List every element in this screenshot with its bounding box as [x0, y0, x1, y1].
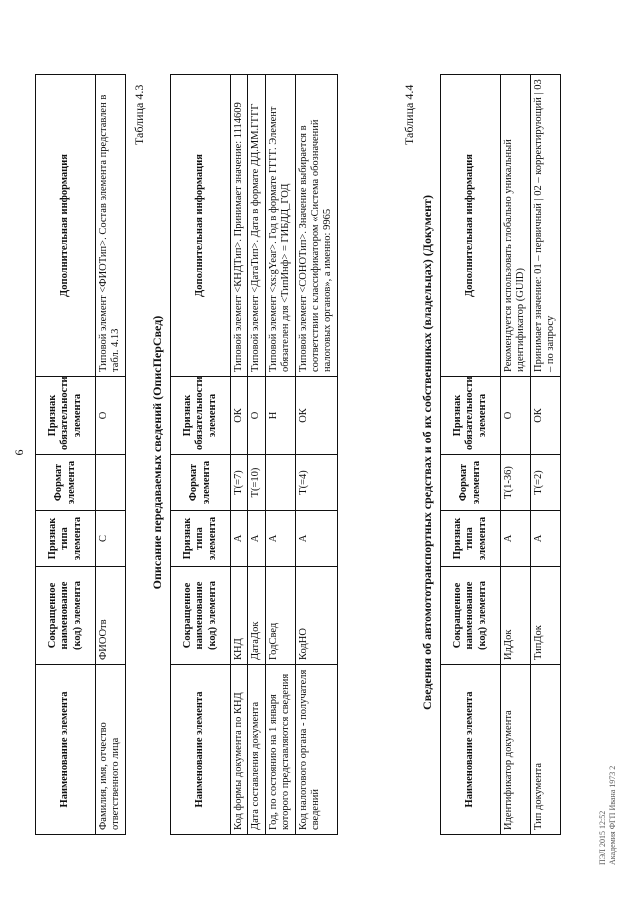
- table-cell: ДатаДок: [248, 567, 265, 665]
- column-header: Наименование элемента: [171, 665, 231, 835]
- table-title-4-3: Описание передаваемых сведений (ОписПерСвед): [150, 315, 164, 590]
- column-header: Наименование элемента: [36, 665, 96, 835]
- table-cell: А: [231, 511, 248, 567]
- table-cell: Типовой элемент <ФИОТип>. Состав элемента представлен в табл. 4.13: [96, 75, 126, 377]
- table-cell: ТипДок: [530, 567, 560, 665]
- table-cell: А: [248, 511, 265, 567]
- column-header: Признак типа элемента: [36, 511, 96, 567]
- column-header: Формат элемента: [171, 455, 231, 511]
- table-cell: ОК: [231, 377, 248, 455]
- column-header: Признак обязательности элемента: [441, 377, 501, 455]
- column-header: Наименование элемента: [441, 665, 501, 835]
- table-header-row: [36, 75, 96, 835]
- table-header-row: [441, 75, 501, 835]
- table-row: [96, 75, 126, 835]
- table-responsible-person: [35, 74, 126, 835]
- table-cell: Типовой элемент <КНДТип>. Принимает значение: 1114609: [231, 75, 248, 377]
- column-header: Сокращенное наименование (код) элемента: [171, 567, 231, 665]
- column-header: Признак типа элемента: [441, 511, 501, 567]
- table-cell: Принимает значение: 01 – первичный | 02 – корректирующий | 03 – по запросу: [530, 75, 560, 377]
- table-label-4-3: Таблица 4.3: [132, 84, 146, 145]
- table-cell: А: [530, 511, 560, 567]
- table-row: [248, 75, 265, 835]
- table-cell: Типовой элемент <xs:gYear>. Год в формате ГГГГ. Элемент обязателен для <ТипИнф> = ГИБДД_ГОД: [265, 75, 295, 377]
- table-row: [501, 75, 531, 835]
- table-cell: Типовой элемент <ДатаТип>. Дата в формате ДД.ММ.ГГГГ: [248, 75, 265, 377]
- table-cell: Типовой элемент <СОНОТип>. Значение выбирается в соответствии с классификатором «Система обозначений налоговых органов», а именно: 9965: [295, 75, 337, 377]
- table-cell: Т(=2): [530, 455, 560, 511]
- table-cell: Т(=10): [248, 455, 265, 511]
- table-cell: Дата составления документа: [248, 665, 265, 835]
- table-row: [265, 75, 295, 835]
- table-cell: Год, по состоянию на 1 января которого представляются сведения: [265, 665, 295, 835]
- table-cell: А: [265, 511, 295, 567]
- table-label-4-4: Таблица 4.4: [402, 84, 416, 145]
- table-title-4-4: Сведения об автомототранспортных средствах и об их собственниках (владельцах) (Документ): [420, 195, 434, 710]
- table-cell: [96, 455, 126, 511]
- table-cell: А: [501, 511, 531, 567]
- table-cell: С: [96, 511, 126, 567]
- column-header: Дополнительная информация: [36, 75, 96, 377]
- column-header: Сокращенное наименование (код) элемента: [36, 567, 96, 665]
- table-4-4: [440, 74, 561, 835]
- page-number: 6: [12, 449, 26, 456]
- column-header: Признак типа элемента: [171, 511, 231, 567]
- column-header: Формат элемента: [36, 455, 96, 511]
- table-cell: Т(=7): [231, 455, 248, 511]
- table-cell: ИдДок: [501, 567, 531, 665]
- footer-line: Академия ФГП Ивана 1973 2: [607, 765, 617, 865]
- page-footer: [598, 766, 617, 865]
- table-cell: КодНО: [295, 567, 337, 665]
- table-4-3: [170, 74, 338, 835]
- table-cell: О: [96, 377, 126, 455]
- table-cell: ФИООтв: [96, 567, 126, 665]
- table-cell: ОК: [295, 377, 337, 455]
- table-cell: Фамилия, имя, отчество ответственного лица: [96, 665, 126, 835]
- table-cell: Код налогового органа - получателя сведений: [295, 665, 337, 835]
- table-cell: А: [295, 511, 337, 567]
- table-cell: ОК: [530, 377, 560, 455]
- table-cell: [265, 455, 295, 511]
- table-cell: ГодСвед: [265, 567, 295, 665]
- table-cell: Н: [265, 377, 295, 455]
- table-row: [530, 75, 560, 835]
- table-cell: Т(1-36): [501, 455, 531, 511]
- table-cell: Тип документа: [530, 665, 560, 835]
- column-header: Сокращенное наименование (код) элемента: [441, 567, 501, 665]
- table-cell: Рекомендуется использовать глобально уникальный идентификатор (GUID): [501, 75, 531, 377]
- table-row: [231, 75, 248, 835]
- column-header: Признак обязательности элемента: [36, 377, 96, 455]
- table-cell: О: [248, 377, 265, 455]
- table-row: [295, 75, 337, 835]
- table-cell: Идентификатор документа: [501, 665, 531, 835]
- column-header: Дополнительная информация: [171, 75, 231, 377]
- footer-line: ПЭЛ 2015 12:52: [598, 810, 607, 865]
- table-cell: Код формы документа по КНД: [231, 665, 248, 835]
- table-cell: КНД: [231, 567, 248, 665]
- table-cell: Т(=4): [295, 455, 337, 511]
- column-header: Формат элемента: [441, 455, 501, 511]
- table-cell: О: [501, 377, 531, 455]
- table-header-row: [171, 75, 231, 835]
- column-header: Признак обязательности элемента: [171, 377, 231, 455]
- column-header: Дополнительная информация: [441, 75, 501, 377]
